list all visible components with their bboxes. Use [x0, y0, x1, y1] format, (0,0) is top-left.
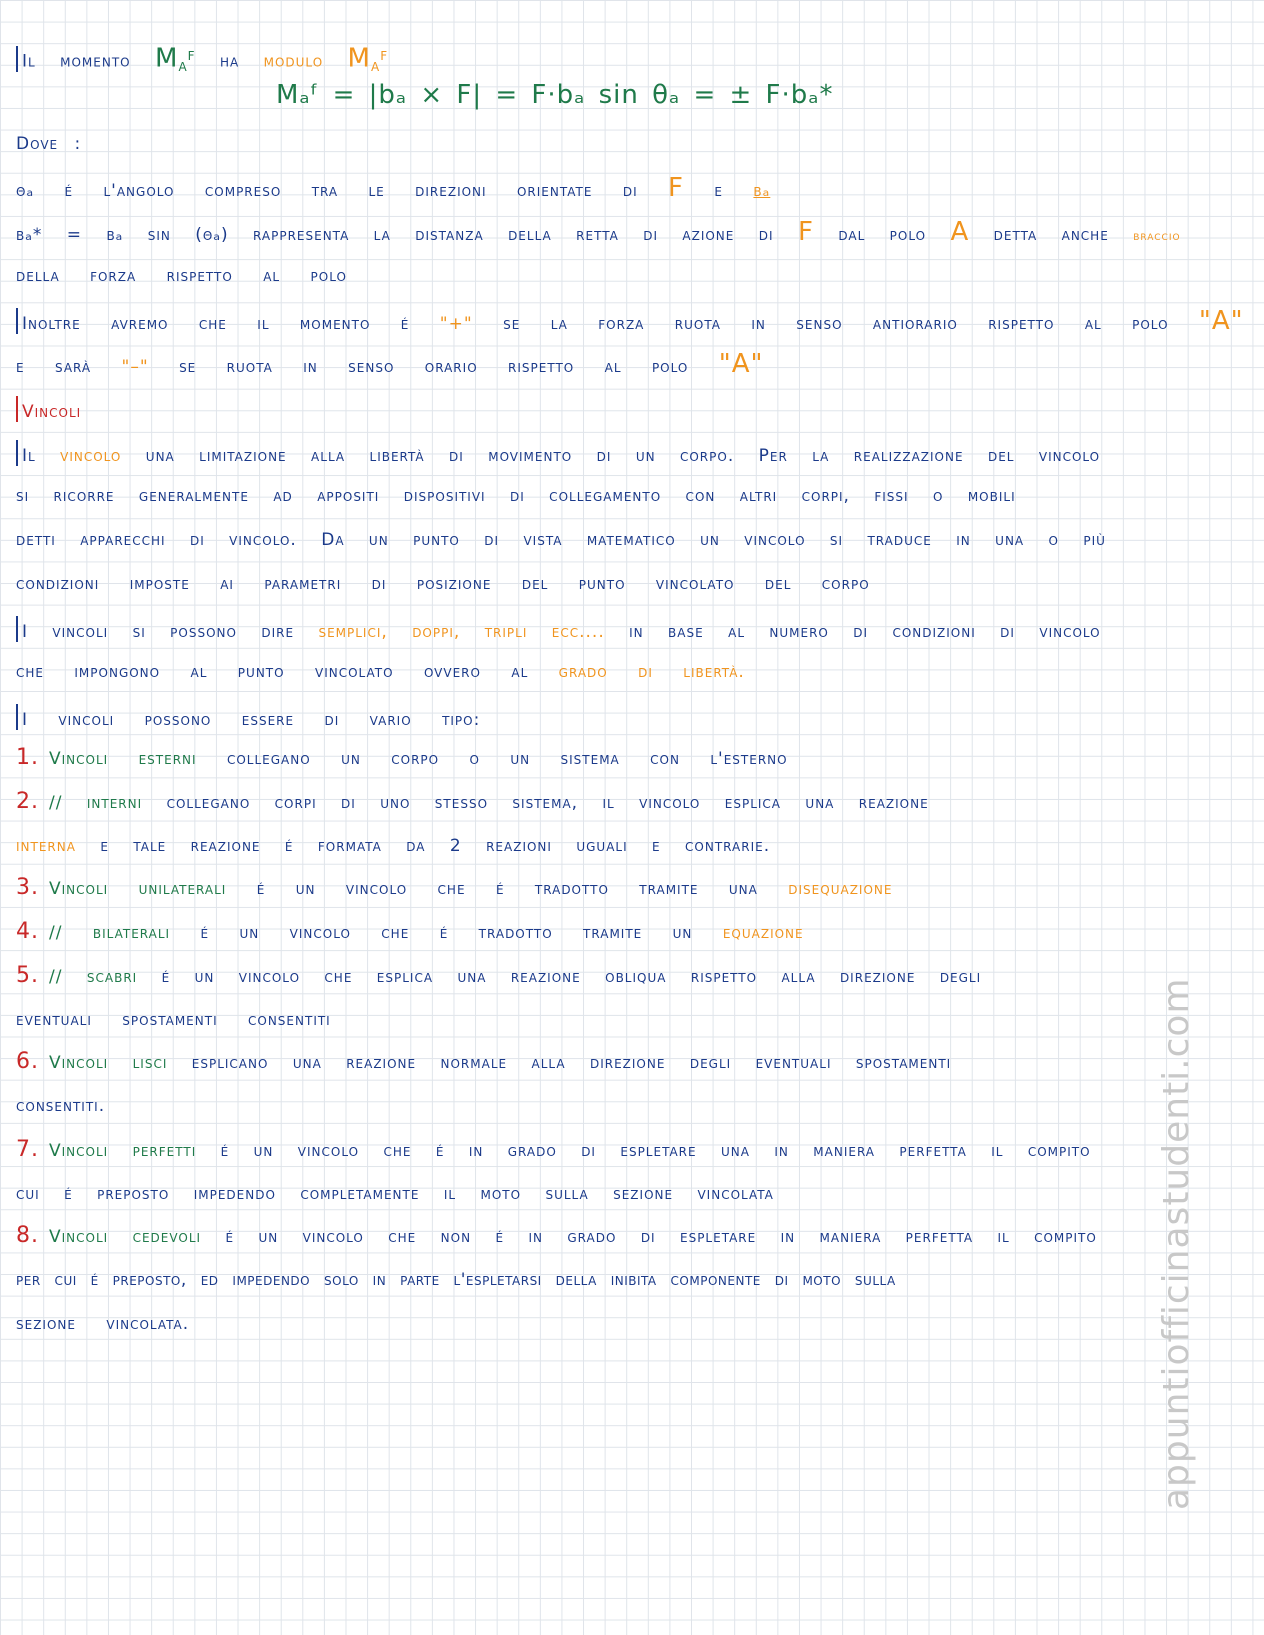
force-symbol-2: F [797, 217, 814, 247]
list-text: é un vincolo che esplica una reazione obliqua rispetto alla direzione degli [161, 967, 982, 987]
list-number: 6. [16, 1049, 39, 1074]
pole-symbol-3: "A" [718, 349, 764, 379]
list-text: é un vincolo che é tradotto tramite una [256, 879, 758, 899]
and-text: e [714, 181, 724, 201]
dove-line-1 [16, 173, 1224, 203]
list-item [16, 790, 1224, 815]
list-item [16, 1138, 1224, 1163]
dove-line-5 [16, 349, 1224, 379]
arm-definition: bₐ* = bₐ sin (θₐ) rappresenta la distanza della retta di azione di [16, 225, 774, 245]
paragraph-mark [16, 616, 18, 642]
list-term: Vincoli cedevoli [49, 1227, 202, 1247]
paragraph-mark [16, 308, 18, 334]
dove-line-3: della forza rispetto al polo [16, 266, 347, 286]
interna-term: interna [16, 836, 76, 856]
intro-line: Il momento $M_A^F$ ha modulo $M_A^F$ [16, 44, 1224, 79]
list-number: 1. [16, 745, 39, 770]
list-number: 5. [16, 963, 39, 988]
watermark: appuntiofficinastudenti.com [1156, 977, 1197, 1510]
list-number: 2. [16, 789, 39, 814]
moment-symbol: M [155, 43, 179, 74]
plus-sign: "+" [439, 314, 473, 334]
list-item-continuation: consentiti. [16, 1096, 106, 1116]
list-item [16, 1050, 1224, 1075]
list-term: Vincoli lisci [49, 1053, 168, 1073]
body-line-3: detti apparecchi di vincolo. Da un punto di vista matematico un vincolo si traduce in una o più [16, 530, 1106, 550]
degrees-of-freedom-term: grado di libertà. [558, 662, 745, 682]
list-term: Vincoli perfetti [49, 1141, 197, 1161]
pole-symbol-2: "A" [1198, 306, 1244, 336]
body-text: che impongono al punto vincolato ovvero al [16, 662, 529, 682]
list-term: interni [86, 793, 143, 813]
list-number: 7. [16, 1137, 39, 1162]
list-item [16, 876, 1224, 901]
body-line-1 [16, 440, 1224, 468]
intro-modulo: modulo [263, 51, 324, 72]
paragraph-mark [16, 704, 18, 730]
section-title-row [16, 396, 1224, 424]
section-title: Vincoli [22, 402, 82, 422]
list-term: bilaterali [92, 923, 171, 943]
body-text: una limitazione alla libertà di movimento di un corpo. Per la realizzazione del vincolo [145, 446, 1101, 466]
counterclockwise-text: se la forza ruota in senso antiorario rispetto al polo [503, 314, 1169, 334]
list-item-continuation: per cui é preposto, ed impedendo solo in parte l'espletarsi della inibita componente di moto sulla [16, 1270, 896, 1290]
list-text: esplicano una reazione normale alla direzione degli eventuali spostamenti [191, 1053, 952, 1073]
list-number: 3. [16, 875, 39, 900]
minus-sign: "–" [121, 357, 149, 377]
dove-line-4 [16, 306, 1244, 336]
list-text: é un vincolo che non é in grado di espletare in maniera perfetta il compito [225, 1227, 1097, 1247]
list-term: Vincoli esterni [49, 749, 197, 769]
ditto-mark: // [49, 923, 63, 943]
pole-symbol: A [950, 217, 970, 247]
body-line-6 [16, 660, 1224, 684]
dove-line-2 [16, 217, 1224, 249]
paragraph-mark [16, 440, 18, 466]
paragraph-mark [16, 46, 18, 72]
list-number: 8. [16, 1223, 39, 1248]
list-item [16, 746, 1224, 771]
constraint-types-term: semplici, doppi, tripli ecc.... [318, 622, 605, 642]
list-text: e tale reazione é formata da 2 reazioni uguali e contrarie. [100, 836, 771, 856]
vincolo-term: vincolo [60, 446, 122, 466]
moment-symbol-orange: M [347, 43, 371, 74]
list-term: scabri [86, 967, 138, 987]
list-item-continuation: sezione vincolata. [16, 1314, 190, 1334]
disequazione-term: disequazione [788, 879, 893, 899]
list-item-continuation [16, 834, 1224, 858]
body-line-5 [16, 616, 1224, 644]
list-term: Vincoli unilaterali [49, 879, 227, 899]
list-item [16, 1224, 1224, 1249]
sign-text-negative: e sarà [16, 357, 92, 377]
sign-text-positive: Inoltre avremo che il momento é [22, 314, 410, 334]
list-text: collegano un corpo o un sistema con l'esterno [226, 749, 788, 769]
list-item-continuation: eventuali spostamenti consentiti [16, 1010, 331, 1030]
clockwise-text: se ruota in senso orario rispetto al polo [179, 357, 689, 377]
list-text: collegano corpi di uno stesso sistema, il vincolo esplica una reazione [166, 793, 929, 813]
force-symbol: F [668, 173, 685, 203]
body-line-4: condizioni imposte ai parametri di posizione del punto vincolato del corpo [16, 574, 870, 594]
arm-symbol: bₐ [753, 181, 771, 201]
braccio-term: braccio [1133, 229, 1181, 244]
moment-formula: Mₐᶠ = |bₐ × F| = F·bₐ sin θₐ = ± F·bₐ* [276, 80, 834, 110]
dove-label: Dove : [16, 134, 82, 154]
list-text: é un vincolo che é tradotto tramite un [200, 923, 693, 943]
ditto-mark: // [49, 967, 63, 987]
body-text: I vincoli si possono dire [22, 622, 295, 642]
intro-text: Il momento [22, 51, 131, 72]
body-line-7 [16, 704, 1224, 732]
body-text: in base al numero di condizioni di vincolo [629, 622, 1101, 642]
list-item [16, 920, 1224, 945]
ditto-mark: // [49, 793, 63, 813]
list-item-continuation: cui é preposto impedendo completamente il moto sulla sezione vincolata [16, 1184, 774, 1204]
angle-text: θₐ é l'angolo compreso tra le direzioni orientate di [16, 181, 638, 201]
body-text: Il [22, 446, 36, 466]
section-mark [16, 396, 18, 422]
intro-has: ha [219, 51, 240, 72]
list-item [16, 964, 1224, 989]
also-called-text: detta anche [993, 225, 1109, 245]
list-text: é un vincolo che é in grado di espletare una in maniera perfetta il compito [220, 1141, 1091, 1161]
body-line-2: si ricorre generalmente ad appositi dispositivi di collegamento con altri corpi, fissi o mobili [16, 486, 1016, 506]
body-text: I vincoli possono essere di vario tipo: [22, 710, 481, 730]
equazione-term: equazione [722, 923, 804, 943]
from-pole-text: dal polo [838, 225, 927, 245]
list-number: 4. [16, 919, 39, 944]
